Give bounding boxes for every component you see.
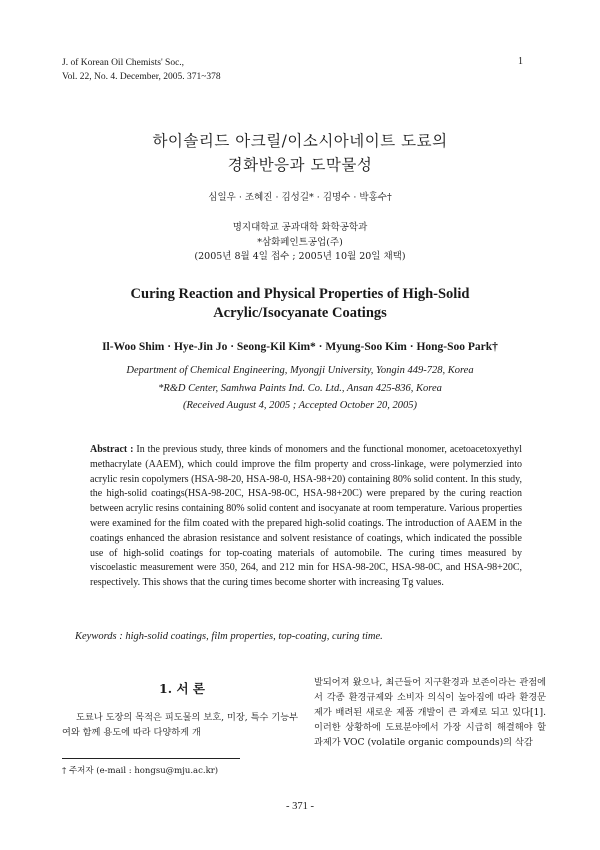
korean-authors: 심일우 · 조혜진 · 김성길* · 김명수 · 박홍수†: [208, 192, 392, 203]
footnote-divider: [62, 758, 240, 759]
korean-affiliation-1: 명지대학교 공과대학 화학공학과: [232, 222, 368, 233]
english-title-line-2: Acrylic/Isocyanate Coatings: [213, 305, 387, 321]
journal-citation: [62, 56, 221, 84]
section-heading: 1. 서 론: [159, 681, 205, 696]
korean-title-line-1: 하이솔리드 아크릴/이소시아네이트 도료의: [152, 132, 448, 150]
english-affiliation-2: *R&D Center, Samhwa Paints Ind. Co. Ltd., Ansan 425-836, Korea: [158, 382, 442, 394]
english-authors: Il-Woo Shim · Hye-Jin Jo · Seong-Kil Kim* · Myung-Soo Kim · Hong-Soo Park†: [102, 341, 498, 353]
keywords: Keywords : high-solid coatings, film properties, top-coating, curing time.: [75, 631, 383, 642]
right-column-text: 발되어져 왔으나, 최근들어 지구환경과 보존이라는 관점에서 각종 환경규제와 소비자 의식이 높아짐에 따라 환경문제가 배려된 새로운 제품 개발이 큰 과제로 되고 있다[1]. 이러한 상황하에 도료분야에서 가장 시급히 해결해야 할 과제가 VOC (volatile organic compounds)의 삭감: [314, 677, 546, 748]
abstract: [90, 443, 522, 591]
journal-line-1: J. of Korean Oil Chemists' Soc.,: [62, 58, 185, 68]
journal-line-2: Vol. 22, No. 4. December, 2005. 371~378: [62, 72, 221, 82]
abstract-label: Abstract :: [90, 444, 134, 455]
korean-received-date: (2005년 8월 4일 접수 ; 2005년 10월 20일 채택): [194, 251, 406, 262]
korean-affiliations: [0, 221, 600, 265]
abstract-text: In the previous study, three kinds of monomers and the functional monomer, acetoacetoxyethyl methacrylate (AAEM), which could improve the film property and cross-linkage, were polymerzied into acrylic resin copolymers (HSA-98-20, HSA-98-0, HSA-98+20) containing 80% solid content. In this study, the high-solid coatings(HSA-98-20C, HSA-98-0C, HSA-98+20C) were prepared by the curing reaction between acrylic resins containing 80% solid content and isocyanate at room temperature. Various properties were examined for the film coated with the prepared high-solid coatings. The introduction of AAEM in the coatings enhanced the abrasion resistance and solvent resistance of coatings, which indicated the possible use of high-solid coatings for top-coating materials of automobile. The curing times measured by viscoelastic measurement were 350, 264, and 212 min for HSA-98-20C, HSA-98-0C, and HSA-98+20C, respectively. This shows that the curing times become shorter with increasing Tg values.: [90, 444, 523, 589]
korean-affiliation-2: *삼화페인트공업(주): [257, 236, 343, 248]
korean-title: [0, 129, 600, 177]
footnote: † 주저자 (e-mail : hongsu@mju.ac.kr): [62, 766, 219, 776]
english-title: [0, 285, 600, 323]
page-number: 1: [518, 56, 523, 67]
english-affiliations: [0, 362, 600, 415]
page-footer: - 371 -: [286, 801, 314, 812]
english-affiliation-1: Department of Chemical Engineering, Myongji University, Yongin 449-728, Korea: [126, 365, 474, 376]
english-received-date: (Received August 4, 2005 ; Accepted October 20, 2005): [182, 400, 418, 411]
left-column-text: 도료나 도장의 목적은 피도물의 보호, 미장, 특수 기능부여와 함께 용도에 따라 다양하게 개: [62, 712, 298, 738]
korean-title-line-2: 경화반응과 도막물성: [227, 156, 373, 174]
english-title-line-1: Curing Reaction and Physical Properties of High-Solid: [130, 286, 470, 302]
